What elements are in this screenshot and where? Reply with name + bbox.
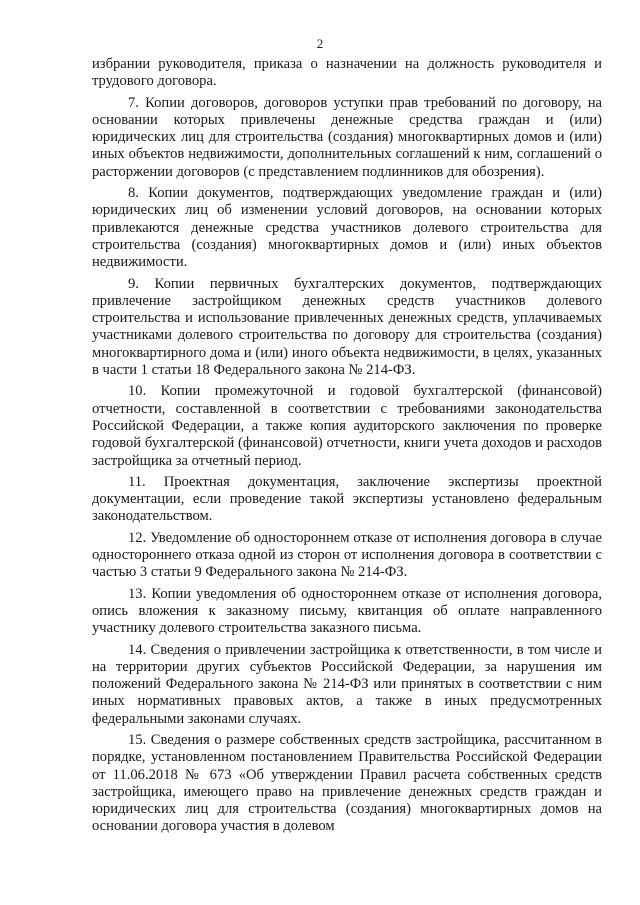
paragraph-item-10: 10. Копии промежуточной и годовой бухгалтерской (финансовой) отчетности, составленной в соответствии с требованиями законодательства Российской Федерации, а также копия аудиторского заключения по проверке годовой бухгалтерской (финансовой) отчетности, книги учета доходов и расходов застройщика за отчетный период. (92, 383, 602, 469)
paragraph-item-14: 14. Сведения о привлечении застройщика к ответственности, в том числе и на территории других субъектов Российской Федерации, за нарушения им положений Федерального закона № 214-ФЗ или принятых в соответствии с ним иных нормативных правовых актов, а также в иных предусмотренных федеральными законами случаях. (92, 641, 602, 727)
paragraph-item-8: 8. Копии документов, подтверждающих уведомление граждан и (или) юридических лиц об изменении условий договоров, на основании которых привлекаются денежные средства участников долевого строительства для строительства (создания) многоквартирных домов и (или) иных объектов недвижимости. (92, 185, 602, 271)
paragraph-item-13: 13. Копии уведомления об одностороннем отказе от исполнения договора, опись вложения к заказному письму, квитанция об оплате направленного участнику долевого строительства заказного письма. (92, 585, 602, 637)
paragraph-item-11: 11. Проектная документация, заключение экспертизы проектной документации, если проведение такой экспертизы установлено федеральным законодательством. (92, 473, 602, 525)
document-body (92, 56, 602, 840)
page-number: 2 (316, 36, 324, 51)
paragraph-item-12: 12. Уведомление об одностороннем отказе от исполнения договора в случае одностороннего отказа одной из сторон от исполнения договора в соответствии с частью 3 статьи 9 Федерального закона № 214-ФЗ. (92, 529, 602, 581)
paragraph-item-7: 7. Копии договоров, договоров уступки прав требований по договору, на основании которых привлечены денежные средства граждан и (или) юридических лиц для строительства (создания) многоквартирных домов и (или) иных объектов недвижимости, дополнительных соглашений к ним, соглашений о расторжении договоров (с представлением подлинников для обозрения). (92, 94, 602, 180)
paragraph-continuation: избрании руководителя, приказа о назначении на должность руководителя и трудового договора. (92, 56, 602, 90)
paragraph-item-15: 15. Сведения о размере собственных средств застройщика, рассчитанном в порядке, установленном постановлением Правительства Российской Федерации от 11.06.2018 № 673 «Об утверждении Правил расчета собственных средств застройщика, имеющего право на привлечение денежных средств граждан и юридических лиц для строительства (создания) многоквартирных домов на основании договора участия в долевом (92, 731, 602, 835)
paragraph-item-9: 9. Копии первичных бухгалтерских документов, подтверждающих привлечение застройщиком денежных средств участников долевого строительства и использование привлеченных денежных средств, уплачиваемых участниками долевого строительства по договору для строительства (создания) многоквартирного дома и (или) иного объекта недвижимости, в целях, указанных в части 1 статьи 18 Федерального закона № 214-ФЗ. (92, 275, 602, 379)
